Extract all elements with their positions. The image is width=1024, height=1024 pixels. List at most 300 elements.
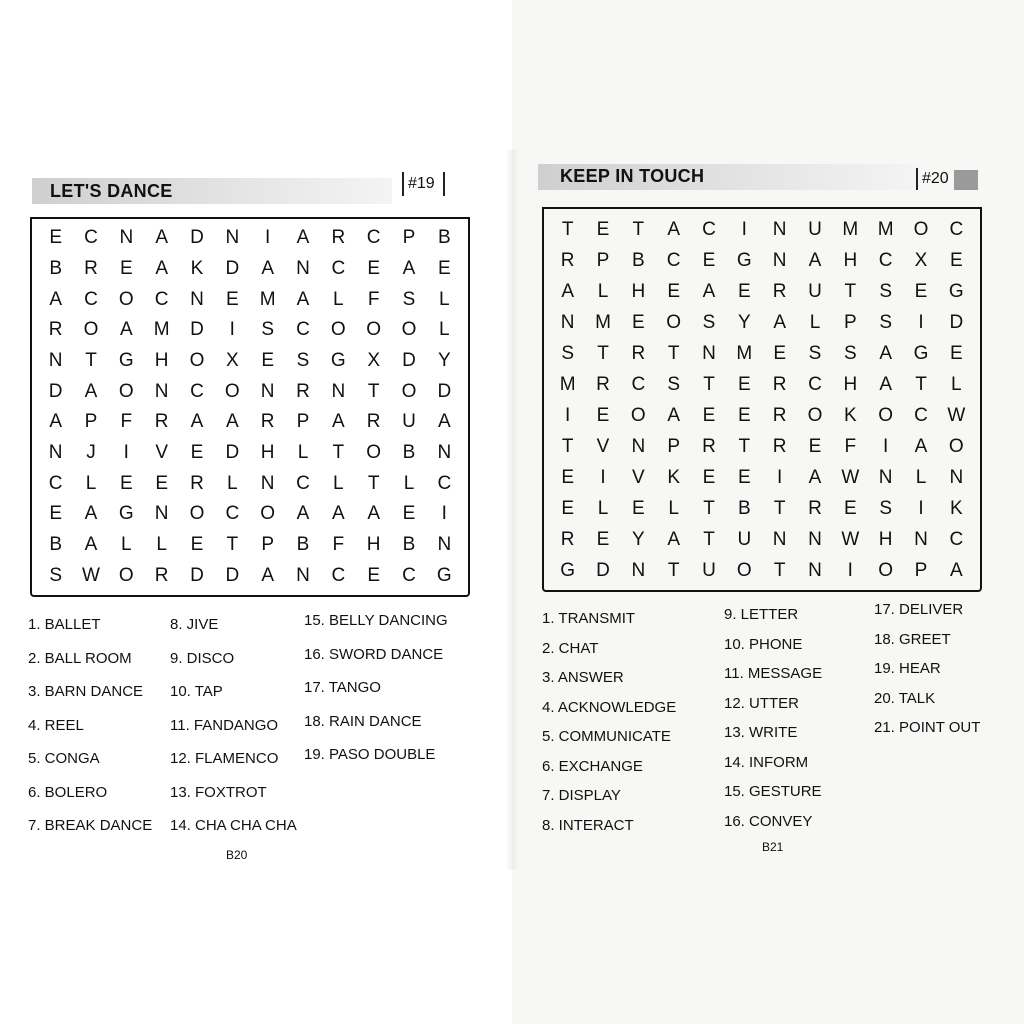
word-list-item: 19. PASO DOUBLE: [304, 746, 436, 763]
left-grid-cell: N: [48, 441, 63, 463]
left-grid-cell: A: [190, 411, 204, 433]
left-grid-cell: L: [439, 319, 450, 341]
left-grid-cell: E: [119, 257, 133, 279]
right-grid-cell: M: [559, 373, 576, 395]
right-grid-cell: S: [561, 342, 574, 364]
right-grid-cell: X: [914, 249, 928, 271]
right-grid-cell: R: [631, 342, 646, 364]
left-grid-cell: X: [225, 349, 239, 371]
left-grid-cell: I: [123, 441, 129, 463]
left-grid-cell: E: [190, 441, 204, 463]
right-grid-cell: R: [596, 373, 610, 395]
right-grid-cell: C: [878, 249, 893, 271]
word-list-item: 9. DISCO: [170, 649, 235, 667]
left-grid-cell: E: [367, 564, 380, 586]
right-grid-cell: R: [772, 280, 787, 302]
right-grid-cell: V: [596, 435, 610, 457]
left-grid-cell: R: [296, 380, 310, 402]
left-grid-cell: A: [261, 257, 274, 279]
right-grid-cell: S: [843, 342, 857, 364]
right-grid-cell: G: [560, 559, 576, 581]
left-grid-cell: A: [402, 257, 416, 279]
right-grid-cell: C: [808, 373, 822, 395]
right-grid-cell: N: [808, 559, 822, 581]
right-grid-cell: I: [777, 466, 783, 488]
word-list-item: 12. FLAMENCO: [170, 750, 279, 767]
right-grid-cell: T: [915, 373, 927, 395]
left-grid-cell: A: [261, 564, 274, 586]
word-list-item: 12. UTTER: [724, 694, 800, 712]
left-grid-cell: E: [190, 533, 204, 555]
left-grid-cell: A: [296, 227, 310, 249]
right-grid-cell: E: [773, 342, 786, 364]
right-grid-cell: N: [772, 528, 787, 550]
word-list-item: 3. BARN DANCE: [28, 683, 144, 700]
left-grid-cell: E: [225, 288, 239, 310]
left-number-bracket-close: [443, 172, 445, 196]
left-grid-cell: A: [84, 533, 98, 555]
right-grid-cell: N: [914, 528, 928, 550]
left-grid-cell: L: [121, 533, 132, 555]
left-grid-cell: N: [190, 288, 204, 310]
left-grid-cell: E: [49, 503, 62, 525]
word-list-item: 17. DELIVER: [874, 601, 964, 618]
right-grid-cell: R: [808, 497, 822, 519]
word-list-item: 6. BOLERO: [28, 783, 108, 801]
right-grid-cell: S: [879, 497, 892, 519]
left-grid-cell: C: [437, 472, 452, 494]
word-list-item: 16. CONVEY: [724, 812, 813, 830]
right-grid-cell: E: [667, 280, 680, 302]
word-list-item: 17. TANGO: [304, 679, 381, 696]
left-grid-cell: T: [226, 533, 239, 555]
right-letter-grid: [550, 214, 974, 586]
right-number-bracket-open: [916, 168, 918, 190]
left-grid-cell: A: [296, 288, 310, 310]
left-grid-cell: C: [84, 288, 98, 310]
right-grid-cell: T: [703, 528, 715, 550]
left-grid-cell: V: [155, 441, 168, 463]
word-list-item: 11. MESSAGE: [724, 665, 823, 682]
word-list-item: 18. RAIN DANCE: [304, 712, 422, 730]
right-grid-cell: L: [597, 280, 609, 302]
left-grid-cell: M: [259, 288, 276, 310]
left-grid-cell: N: [154, 503, 169, 525]
right-grid-cell: H: [878, 528, 893, 550]
right-word-list-col2: [724, 606, 822, 842]
word-list-item: 4. ACKNOWLEDGE: [542, 698, 677, 716]
left-number-bracket-open: [402, 172, 404, 196]
word-list-item: 5. CONGA: [28, 750, 100, 767]
left-puzzle-number: #19: [408, 175, 435, 192]
word-list-item: 1. TRANSMIT: [542, 610, 636, 627]
left-grid-cell: J: [86, 441, 96, 463]
left-grid-cell: G: [118, 349, 134, 371]
word-list-item: 7. DISPLAY: [542, 787, 621, 804]
left-grid-cell: Y: [437, 349, 451, 371]
right-number-block: [954, 170, 978, 190]
left-grid-cell: C: [366, 227, 381, 249]
right-grid-cell: S: [879, 280, 892, 302]
left-page-title: LET'S DANCE: [50, 181, 173, 201]
left-grid-cell: I: [265, 227, 271, 249]
right-grid-cell: I: [741, 218, 747, 240]
left-grid-cell: A: [296, 503, 310, 525]
left-grid-cell: A: [49, 411, 62, 433]
left-grid-cell: D: [225, 257, 240, 279]
right-puzzle-number: #20: [922, 170, 949, 187]
right-grid-cell: I: [565, 404, 571, 426]
word-list-item: 6. EXCHANGE: [542, 757, 643, 775]
left-grid-cell: S: [49, 564, 62, 586]
right-grid-cell: H: [631, 280, 646, 302]
word-list-item: 14. CHA CHA CHA: [170, 817, 297, 834]
right-grid-cell: R: [560, 528, 575, 550]
right-grid-cell: O: [878, 559, 894, 581]
left-grid-cell: A: [119, 319, 133, 341]
right-grid-cell: S: [667, 373, 680, 395]
left-grid-cell: R: [366, 411, 381, 433]
right-grid-cell: C: [702, 218, 716, 240]
right-grid-cell: T: [703, 373, 715, 395]
left-grid-cell: C: [84, 227, 98, 249]
left-grid-cell: M: [153, 319, 170, 341]
word-list-item: 19. HEAR: [874, 660, 941, 677]
left-grid-cell: N: [260, 380, 275, 402]
right-grid-cell: L: [668, 497, 679, 519]
right-grid-cell: U: [737, 528, 752, 550]
right-grid-cell: E: [631, 311, 645, 333]
right-grid-cell: S: [879, 311, 892, 333]
right-grid-cell: E: [596, 218, 610, 240]
right-grid-cell: V: [631, 466, 645, 488]
right-grid-cell: E: [737, 466, 751, 488]
left-grid-cell: D: [437, 380, 452, 402]
left-grid-cell: I: [441, 503, 447, 525]
left-grid-cell: W: [82, 564, 100, 586]
right-grid-cell: H: [843, 373, 858, 395]
right-grid-cell: E: [631, 497, 645, 519]
left-grid-cell: D: [48, 380, 63, 402]
left-grid-cell: N: [331, 380, 346, 402]
left-word-list-col3: [304, 612, 448, 780]
right-grid-cell: A: [667, 218, 680, 240]
right-grid-cell: R: [772, 404, 787, 426]
right-grid-cell: N: [702, 342, 716, 364]
left-grid-cell: T: [367, 380, 380, 402]
left-grid-cell: P: [261, 533, 274, 555]
left-grid-cell: N: [48, 349, 63, 371]
left-grid-cell: B: [49, 533, 62, 555]
right-grid-cell: I: [918, 497, 924, 519]
left-grid-cell: B: [49, 257, 62, 279]
left-grid-cell: R: [331, 227, 346, 249]
right-grid-cell: E: [702, 249, 716, 271]
left-grid-cell: L: [333, 472, 344, 494]
left-grid-cell: E: [261, 349, 274, 371]
left-grid-cell: N: [437, 441, 452, 463]
left-grid-cell: N: [296, 564, 310, 586]
right-grid-cell: K: [667, 466, 680, 488]
right-word-list-col3: [874, 601, 980, 749]
right-grid-cell: A: [702, 280, 716, 302]
right-grid-cell: T: [773, 497, 786, 519]
word-list-item: 18. GREET: [874, 630, 951, 648]
left-grid-cell: E: [119, 472, 133, 494]
right-grid-cell: U: [808, 218, 822, 240]
right-grid-cell: A: [808, 466, 822, 488]
right-grid-cell: T: [738, 435, 751, 457]
left-grid-cell: O: [118, 288, 134, 310]
left-grid-cell: C: [190, 380, 204, 402]
left-grid-cell: R: [48, 319, 63, 341]
left-grid-cell: A: [84, 380, 98, 402]
right-grid-cell: W: [841, 466, 860, 488]
left-grid-cell: B: [402, 533, 416, 555]
word-list-item: 15. BELLY DANCING: [304, 612, 448, 629]
right-grid-cell: A: [879, 373, 892, 395]
left-grid-cell: O: [330, 319, 346, 341]
left-grid-cell: L: [85, 472, 97, 494]
right-grid-cell: C: [666, 249, 681, 271]
right-grid-cell: N: [772, 249, 787, 271]
left-grid-cell: C: [331, 257, 346, 279]
right-grid-cell: E: [737, 373, 751, 395]
right-grid-cell: O: [878, 404, 894, 426]
right-grid-cell: A: [667, 404, 680, 426]
left-grid-cell: I: [229, 319, 235, 341]
left-grid-cell: S: [296, 349, 310, 371]
left-grid-cell: N: [154, 380, 169, 402]
left-grid-cell: B: [437, 227, 451, 249]
right-grid-cell: R: [772, 435, 787, 457]
left-grid-cell: E: [49, 227, 62, 249]
left-grid-cell: R: [154, 564, 169, 586]
left-grid-cell: A: [225, 411, 239, 433]
right-page: [512, 0, 1024, 1024]
left-grid-cell: E: [437, 257, 451, 279]
left-grid-cell: O: [260, 503, 276, 525]
left-grid-cell: C: [154, 288, 169, 310]
word-list-item: 14. INFORM: [724, 753, 809, 771]
word-list-item: 11. FANDANGO: [170, 716, 279, 734]
right-grid-cell: E: [702, 404, 716, 426]
left-grid-cell: R: [154, 411, 169, 433]
left-grid-cell: B: [402, 441, 416, 463]
left-grid-cell: S: [261, 319, 274, 341]
right-grid-cell: A: [879, 342, 892, 364]
left-grid-cell: R: [84, 257, 98, 279]
right-grid-cell: A: [914, 435, 928, 457]
right-grid-cell: C: [914, 404, 928, 426]
right-grid-cell: E: [843, 497, 857, 519]
word-list-item: 2. BALL ROOM: [28, 649, 132, 667]
left-grid-cell: O: [118, 564, 134, 586]
right-grid-cell: P: [914, 559, 928, 581]
word-list-item: 5. COMMUNICATE: [542, 728, 671, 745]
right-grid-cell: C: [949, 218, 964, 240]
left-grid-cell: A: [331, 503, 345, 525]
left-grid-cell: O: [118, 380, 134, 402]
left-grid-cell: F: [367, 288, 380, 310]
right-grid-cell: T: [632, 218, 645, 240]
right-grid-cell: L: [597, 497, 609, 519]
word-list-item: 15. GESTURE: [724, 783, 822, 800]
right-grid-cell: L: [915, 466, 927, 488]
right-grid-cell: K: [843, 404, 857, 426]
left-grid-cell: D: [402, 349, 416, 371]
right-grid-cell: O: [630, 404, 646, 426]
left-grid-cell: O: [366, 319, 382, 341]
right-grid-cell: T: [561, 435, 574, 457]
left-grid-cell: P: [402, 227, 416, 249]
right-grid-cell: W: [947, 404, 966, 426]
right-grid-cell: R: [702, 435, 716, 457]
right-grid-cell: L: [951, 373, 962, 395]
right-grid-cell: H: [843, 249, 858, 271]
left-grid-cell: L: [403, 472, 415, 494]
right-grid-cell: M: [736, 342, 753, 364]
left-grid-cell: A: [331, 411, 345, 433]
left-grid-cell: E: [367, 257, 380, 279]
right-grid-cell: A: [773, 311, 786, 333]
left-grid-cell: A: [437, 411, 451, 433]
right-grid-cell: F: [844, 435, 857, 457]
left-grid-cell: C: [225, 503, 240, 525]
left-grid-cell: D: [225, 564, 240, 586]
word-list-item: 4. REEL: [28, 716, 84, 734]
right-grid-cell: K: [949, 497, 963, 519]
left-grid-cell: L: [297, 441, 309, 463]
right-grid-cell: E: [561, 497, 574, 519]
right-grid-cell: P: [596, 249, 610, 271]
right-grid-cell: T: [667, 342, 680, 364]
left-grid-cell: H: [260, 441, 275, 463]
right-grid-cell: I: [883, 435, 889, 457]
word-list-item: 10. PHONE: [724, 635, 803, 653]
right-grid-cell: N: [631, 435, 646, 457]
word-list-item: 3. ANSWER: [542, 669, 624, 686]
right-grid-cell: E: [596, 404, 610, 426]
right-grid-cell: S: [702, 311, 716, 333]
right-grid-cell: U: [702, 559, 716, 581]
left-grid-cell: R: [260, 411, 275, 433]
right-grid-cell: O: [666, 311, 682, 333]
left-grid-cell: T: [332, 441, 345, 463]
left-grid-cell: F: [120, 411, 133, 433]
right-grid-cell: N: [772, 218, 787, 240]
left-grid-cell: B: [296, 533, 310, 555]
left-letter-grid: [38, 223, 462, 591]
left-grid-cell: A: [155, 257, 168, 279]
right-grid-cell: M: [877, 218, 894, 240]
left-grid-cell: H: [366, 533, 381, 555]
right-grid-cell: Y: [737, 311, 751, 333]
word-list-item: 13. FOXTROT: [170, 783, 267, 801]
left-grid-cell: L: [439, 288, 450, 310]
right-grid-cell: R: [560, 249, 575, 271]
right-grid-cell: E: [949, 249, 963, 271]
word-list-item: 13. WRITE: [724, 724, 798, 741]
left-grid-cell: C: [296, 319, 310, 341]
left-grid-cell: K: [190, 257, 204, 279]
left-grid-cell: D: [225, 441, 240, 463]
left-grid-cell: C: [296, 472, 310, 494]
left-word-list-col2: [170, 616, 297, 851]
left-grid-cell: O: [189, 349, 205, 371]
left-grid-cell: L: [227, 472, 238, 494]
right-grid-cell: G: [948, 280, 964, 302]
right-grid-cell: T: [844, 280, 857, 302]
left-grid-cell: O: [366, 441, 382, 463]
right-grid-cell: C: [949, 528, 964, 550]
left-grid-cell: N: [119, 227, 134, 249]
right-grid-cell: M: [595, 311, 611, 333]
right-grid-cell: R: [772, 373, 787, 395]
left-grid-cell: G: [330, 349, 346, 371]
right-grid-cell: N: [560, 311, 575, 333]
right-grid-cell: E: [561, 466, 574, 488]
right-grid-cell: W: [841, 528, 860, 550]
left-grid-cell: G: [118, 503, 134, 525]
word-list-item: 7. BREAK DANCE: [28, 817, 153, 834]
right-grid-cell: G: [913, 342, 929, 364]
left-grid-cell: C: [402, 564, 416, 586]
left-grid-cell: O: [224, 380, 240, 402]
left-grid-cell: L: [156, 533, 167, 555]
right-grid-cell: T: [561, 218, 574, 240]
left-grid-cell: O: [189, 503, 205, 525]
left-grid-cell: S: [402, 288, 416, 310]
right-grid-cell: P: [843, 311, 857, 333]
left-grid-cell: A: [49, 288, 62, 310]
word-list-item: 2. CHAT: [542, 639, 599, 657]
right-grid-cell: A: [808, 249, 822, 271]
left-grid-cell: O: [401, 380, 417, 402]
right-grid-cell: T: [667, 559, 680, 581]
right-grid-cell: I: [600, 466, 606, 488]
right-grid-cell: C: [631, 373, 646, 395]
left-grid-cell: D: [190, 319, 204, 341]
left-grid-cell: U: [402, 411, 416, 433]
right-grid-cell: U: [808, 280, 822, 302]
left-grid-cell: O: [83, 319, 99, 341]
right-grid-cell: E: [596, 528, 610, 550]
right-grid-cell: G: [736, 249, 752, 271]
word-list-item: 9. LETTER: [724, 606, 799, 623]
left-grid-cell: A: [367, 503, 380, 525]
right-grid-cell: I: [918, 311, 924, 333]
right-grid-cell: E: [737, 404, 751, 426]
left-grid-cell: F: [332, 533, 345, 555]
left-grid-cell: N: [437, 533, 452, 555]
right-grid-cell: E: [737, 280, 751, 302]
right-grid-cell: D: [949, 311, 964, 333]
left-grid-cell: C: [331, 564, 346, 586]
right-grid-cell: S: [808, 342, 822, 364]
right-grid-cell: O: [736, 559, 752, 581]
right-word-list-col1: [542, 610, 676, 846]
left-grid-cell: C: [48, 472, 63, 494]
right-grid-cell: M: [842, 218, 859, 240]
right-grid-cell: N: [878, 466, 893, 488]
right-grid-cell: N: [631, 559, 646, 581]
left-grid-cell: T: [367, 472, 380, 494]
left-grid-cell: T: [85, 349, 97, 371]
right-grid-cell: N: [949, 466, 964, 488]
left-grid-cell: E: [155, 472, 168, 494]
right-grid-cell: T: [773, 559, 786, 581]
